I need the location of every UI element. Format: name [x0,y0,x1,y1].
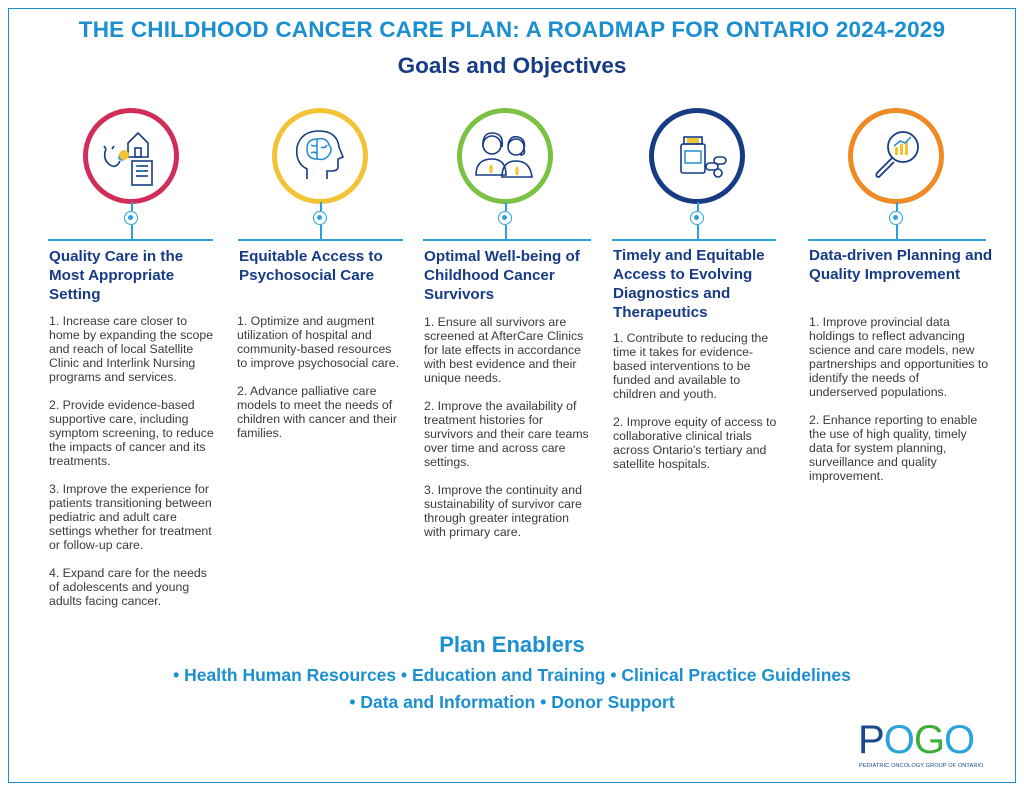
goal-3-divider [423,239,591,241]
goal-4-title: Timely and Equitable Access to Evolving Diagnostics and Therapeutics [613,247,765,321]
goal-2-title: Equitable Access to Psychosocial Care [239,248,383,284]
goal-2-connector-lower [320,225,322,239]
goal-4-connector [697,202,699,211]
goal-5-node [889,211,903,225]
goal-5-icon-ring [848,108,944,204]
goal-1-connector [131,202,133,211]
goal-3-node [498,211,512,225]
goal-1-objective-2: 2. Provide evidence-based supportive care, including symptom screening, to reduce the impacts of cancer and its treatments. [49,398,214,468]
goal-1-divider [48,239,213,241]
goal-3-icon-ring [457,108,553,204]
goal-1-objective-3: 3. Improve the experience for patients transitioning between pediatric and adult care settings whether for treatment or follow-up care. [49,482,212,552]
goal-5-title: Data-driven Planning and Quality Improvement [809,247,993,283]
goal-5-objectives [809,315,989,497]
goal-2-objectives [237,314,405,454]
goal-3-objective-2: 2. Improve the availability of treatment histories for survivors and their care teams over time and across care settings. [424,399,589,469]
pogo-logo [858,720,998,776]
goal-1-connector-lower [131,225,133,239]
goal-1-objectives [49,314,219,622]
goal-4-connector-lower [697,225,699,239]
goal-3-connector-lower [505,225,507,239]
goal-2-connector [320,202,322,211]
home-hospital-icon [88,113,174,199]
goal-2-divider [238,239,403,241]
goal-3-title: Optimal Well-being of Childhood Cancer Survivors [424,248,580,303]
goal-4-icon-ring [649,108,745,204]
goal-3-objective-3: 3. Improve the continuity and sustainability of survivor care through greater integration with primary care. [424,483,582,539]
goal-4-objective-2: 2. Improve equity of access to collaborative clinical trials across Ontario's tertiary and satellite hospitals. [613,415,777,471]
goal-5-connector [896,202,898,211]
page-title: THE CHILDHOOD CANCER CARE PLAN: A ROADMAP FOR ONTARIO 2024-2029 [78,17,946,42]
page-subtitle: Goals and Objectives [397,53,627,78]
survivors-icon [462,113,548,199]
goal-2-objective-2: 2. Advance palliative care models to meet the needs of children with cancer and their families. [237,384,397,440]
goal-1-objective-1: 1. Increase care closer to home by expanding the scope and reach of local Satellite Clinic and Interlink Nursing programs and services. [49,314,214,384]
enablers-title: Plan Enablers [439,632,585,657]
goal-3-connector [505,202,507,211]
goal-4-node [690,211,704,225]
magnifier-chart-icon [853,113,939,199]
goal-5-objective-2: 2. Enhance reporting to enable the use of high quality, timely data for system planning, surveillance and quality improvement. [809,413,978,483]
goal-3-objective-1: 1. Ensure all survivors are screened at AfterCare Clinics for late effects in accordance with best evidence and their unique needs. [424,315,584,385]
goal-1-icon-ring [83,108,179,204]
goal-1-title: Quality Care in the Most Appropriate Setting [49,248,184,303]
goal-4-divider [612,239,776,241]
enablers-line-2: • Data and Information • Donor Support [349,692,675,712]
goal-1-objective-4: 4. Expand care for the needs of adolescents and young adults facing cancer. [49,566,207,608]
goal-2-icon-ring [272,108,368,204]
brain-head-icon [277,113,363,199]
goal-4-objectives [613,331,777,485]
goal-4-objective-1: 1. Contribute to reducing the time it takes for evidence-based interventions to be funded and available to children and youth. [613,331,769,401]
goal-5-objective-1: 1. Improve provincial data holdings to reflect advancing science and care models, new partnerships and opportunities to identify the needs of underserved populations. [809,315,989,399]
pogo-wordmark: POGO [858,718,975,762]
goal-3-objectives [424,315,590,553]
goal-5-connector-lower [896,225,898,239]
goal-1-node [124,211,138,225]
goal-2-node [313,211,327,225]
medicine-bottle-icon [654,113,740,199]
pogo-tagline: PEDIATRIC ONCOLOGY GROUP OF ONTARIO [859,763,984,769]
enablers-line-1: • Health Human Resources • Education and Training • Clinical Practice Guidelines [173,665,851,685]
goal-2-objective-1: 1. Optimize and augment utilization of hospital and community-based resources to improve psychosocial care. [237,314,399,370]
goal-5-divider [808,239,986,241]
